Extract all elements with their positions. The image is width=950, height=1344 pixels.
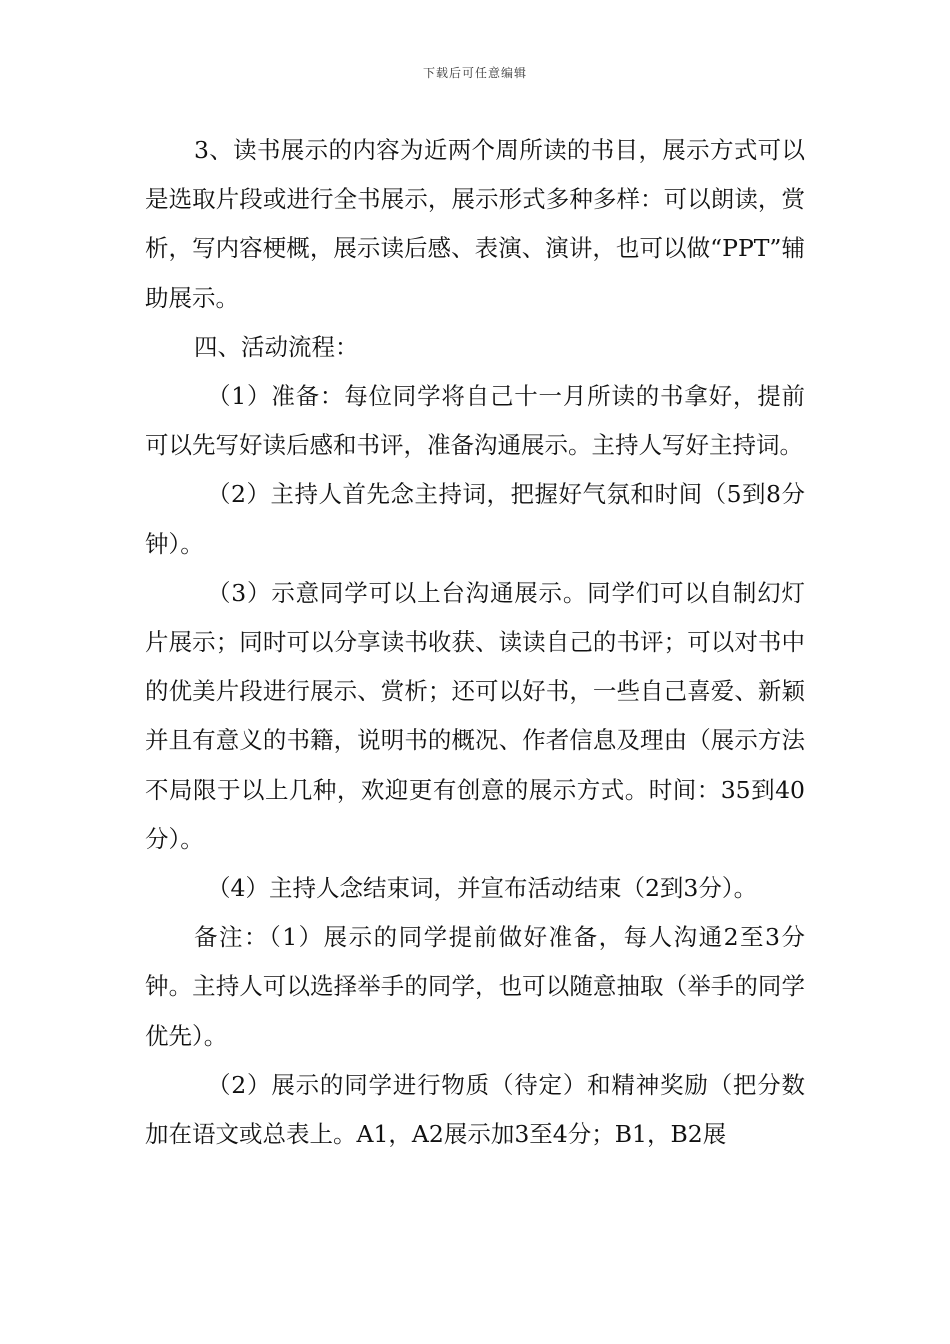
page-header: 下载后可任意编辑 [422,66,527,80]
paragraph-step-2: （2）主持人首先念主持词，把握好气氛和时间（5到8分钟）。 [145,480,805,558]
paragraph-step-1: （1）准备：每位同学将自己十一月所读的书拿好，提前可以先写好读后感和书评，准备沟通展示。主持人写好主持词。 [145,382,805,460]
paragraph-note-2: （2）展示的同学进行物质（待定）和精神奖励（把分数加在语文或总表上。A1，A2展示加3至4分；B1，B2展 [145,1070,805,1149]
paragraph-step-3: （3）示意同学可以上台沟通展示。同学们可以自制幻灯片展示；同时可以分享读书收获、读读自己的书评；可以对书中的优美片段进行展示、赏析；还可以好书，一些自己喜爱、新颖并且有意义的书籍，说明书的概况、作者信息及理由（展示方法不局限于以上几种，欢迎更有创意的展示方式。时间：35到40分）。 [145,578,805,853]
paragraph-note-1: 备注：（1）展示的同学提前做好准备，每人沟通2至3分钟。主持人可以选择举手的同学，也可以随意抽取（举手的同学优先）。 [145,923,805,1050]
section-heading-activity-flow: 四、活动流程： [194,332,359,361]
paragraph-reading-content: 3、读书展示的内容为近两个周所读的书目，展示方式可以是选取片段或进行全书展示，展示形式多种多样：可以朗读，赏析，写内容梗概，展示读后感、表演、演讲，也可以做“PPT”辅助展示。 [145,136,805,312]
document-body [145,126,805,1159]
paragraph-step-4: （4）主持人念结束词，并宣布活动结束（2到3分）。 [207,874,758,903]
